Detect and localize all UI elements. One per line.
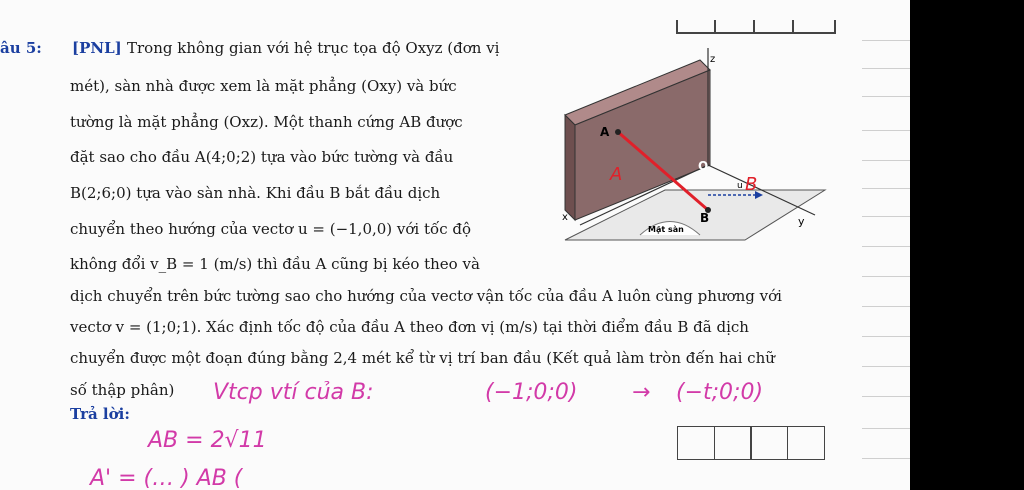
question-tag: [PNL] xyxy=(72,39,122,57)
handwriting-vector: (−1;0;0) xyxy=(485,380,578,405)
y-label: y xyxy=(798,215,805,228)
handwriting-line-3: A' = (… ) AB ( xyxy=(90,466,243,490)
b-label: B xyxy=(700,211,710,225)
question-number: âu 5: xyxy=(0,39,42,57)
question-line-3: tường là mặt phẳng (Oxz). Một thanh cứng AB được xyxy=(70,113,463,131)
annotation-a: A xyxy=(610,164,623,185)
wall-side xyxy=(565,115,575,220)
x-label: x xyxy=(562,212,568,223)
point-a-dot xyxy=(615,129,621,135)
floor-label: Mặt sàn xyxy=(648,225,684,234)
question-line-1: Trong không gian với hệ trục tọa độ Oxyz (đơn vị xyxy=(127,39,500,57)
figure xyxy=(540,40,860,255)
handwriting-line-1: Vtcp vtí của B: xyxy=(213,380,374,405)
handwriting-line-2: AB = 2√11 xyxy=(148,428,267,453)
o-label: O xyxy=(698,159,709,173)
question-line-5: B(2;6;0) tựa vào sàn nhà. Khi đầu B bắt đầu dịch xyxy=(70,184,441,202)
answer-boxes-top xyxy=(676,10,836,34)
handwriting-arrow: → xyxy=(632,380,651,405)
question-line-10: chuyển được một đoạn đúng bằng 2,4 mét kể từ vị trí ban đầu (Kết quả làm tròn đến hai chữ xyxy=(70,349,775,367)
ruled-margin xyxy=(862,0,910,490)
annotation-b: B xyxy=(745,174,758,195)
a-label: A xyxy=(600,125,610,139)
question-line-2: mét), sàn nhà được xem là mặt phẳng (Oxy) và bức xyxy=(70,77,457,95)
question-line-11: số thập phân) xyxy=(70,381,175,399)
u-label: u xyxy=(737,181,743,191)
question-line-7: không đổi v_B = 1 (m/s) thì đầu A cũng bị kéo theo và xyxy=(70,255,480,273)
question-line-9: vectơ v = (1;0;1). Xác định tốc độ của đầu A theo đơn vị (m/s) tại thời điểm đầu B đã dịch xyxy=(70,318,749,336)
question-line-4: đặt sao cho đầu A(4;0;2) tựa vào bức tường và đầu xyxy=(70,148,454,166)
handwriting-vector-t: (−t;0;0) xyxy=(676,380,764,405)
answer-label: Trả lời: xyxy=(70,405,130,423)
answer-boxes[interactable] xyxy=(677,426,823,460)
question-line-8: dịch chuyển trên bức tường sao cho hướng của vectơ vận tốc của đầu A luôn cùng phương với xyxy=(70,287,782,305)
z-label: z xyxy=(710,54,716,65)
question-line-6: chuyển theo hướng của vectơ u = (−1,0,0) với tốc độ xyxy=(70,220,472,238)
